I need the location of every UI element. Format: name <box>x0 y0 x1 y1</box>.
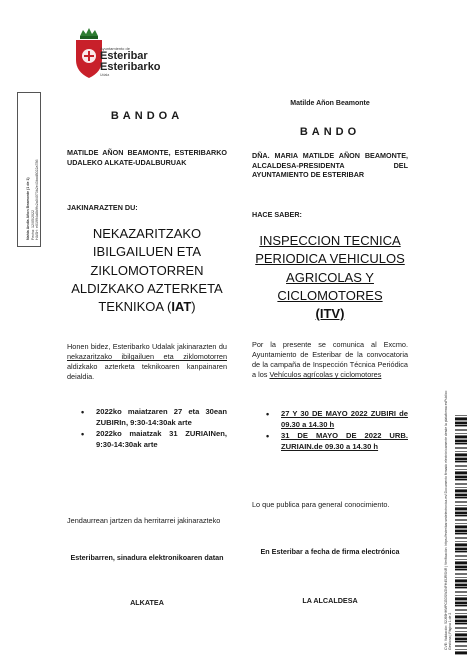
barcode-bar <box>455 591 467 592</box>
barcode-bar <box>455 605 467 607</box>
barcode-bar <box>455 519 467 520</box>
logo-text <box>100 47 161 78</box>
barcode-bar <box>455 649 467 650</box>
barcode-bar <box>455 487 467 488</box>
barcode-bar <box>455 587 467 589</box>
barcode-bar <box>455 458 467 460</box>
signatory-title-left: ALKATEA <box>130 598 164 607</box>
title-abbreviation: IAT <box>171 299 192 315</box>
title-abbreviation: (ITV) <box>315 306 345 322</box>
underlined-phrase: Vehículos agrícolas y ciclomotores <box>269 370 382 380</box>
heading-left: BANDOA <box>110 110 184 122</box>
barcode-bar <box>455 631 467 632</box>
barcode-bar <box>455 489 467 492</box>
body-paragraph-left: Honen bidez, Esteribarko Udalak jakinarazten du nekazaritzako ibilgailuen eta ziklomotorren aldizkako azterketa teknikoaren kanpainaren deialdia. <box>67 342 227 382</box>
barcode-bar <box>455 451 467 452</box>
logo-small-text: Ayuntamiento de <box>100 46 130 51</box>
list-item: • 2022ko maiatzaren 27 eta 30ean ZUBIRIn, 9:30-14:30ak arte <box>67 407 227 428</box>
signer-name: Matilde Añon Beamonte <box>290 100 370 107</box>
barcode-bar <box>455 548 467 550</box>
barcode-bar <box>455 645 467 646</box>
title-line: ZIKLOMOTORREN <box>90 262 204 278</box>
barcode-bar <box>455 613 467 614</box>
barcode-bar <box>455 469 467 470</box>
barcode-bar <box>455 541 467 542</box>
barcode-bar <box>455 566 467 568</box>
signature-line-left: Esteribarren, sinadura elektronikoaren datan <box>70 553 224 562</box>
list-item: • 2022ko maiatzak 31 ZURIAINen, 9:30-14:30ak arte <box>67 429 227 450</box>
logo-name-es: Esteribar <box>100 50 148 62</box>
closing-right: Lo que publica para general conocimiento. <box>252 500 390 509</box>
barcode-bar <box>455 533 467 535</box>
barcode-bar <box>455 555 467 556</box>
logo-sub-text: Udala <box>100 73 110 77</box>
barcode-bar <box>455 595 467 596</box>
signature-stamp-text <box>26 90 40 240</box>
underlined-phrase: nekazaritzako ibilgailuen eta ziklomotorren <box>67 352 227 362</box>
title-line: NEKAZARITZAKO <box>92 226 202 241</box>
barcode-bar <box>455 609 467 610</box>
barcode-bar <box>455 422 467 424</box>
barcode-bar <box>455 579 467 582</box>
notice-title-right <box>252 232 408 323</box>
barcode-bar <box>455 537 467 538</box>
barcode-bar <box>455 561 467 564</box>
title-line: PERIODICA VEHICULOS <box>255 251 405 267</box>
heading-right: BANDO <box>299 126 361 138</box>
title-line: INSPECCION TECNICA <box>259 233 401 248</box>
list-item: • 31 DE MAYO DE 2022 URB. ZURIAIN.de 09.30 a 14.30 h <box>252 431 408 452</box>
barcode-bar <box>455 471 467 474</box>
signature-line-right: En Esteribar a fecha de firma electrónica <box>260 547 400 556</box>
barcode-bar <box>455 525 467 528</box>
announce-left: JAKINARAZTEN DU: <box>67 203 138 212</box>
barcode-bar <box>455 577 467 578</box>
barcode-bar <box>455 505 467 506</box>
barcode-bar <box>455 417 467 420</box>
barcode-bar <box>455 620 467 622</box>
barcode-bar <box>455 461 467 463</box>
barcode-bar <box>455 494 467 496</box>
barcode-bar <box>455 638 467 640</box>
barcode-bar <box>455 425 467 427</box>
barcode-bar <box>455 584 467 586</box>
barcode-bar <box>455 435 467 438</box>
title-line: IBILGAILUEN ETA <box>92 244 202 260</box>
barcode-bar <box>455 497 467 499</box>
barcode-bar <box>455 483 467 484</box>
barcode-bar <box>455 465 467 466</box>
barcode-bar <box>455 523 467 524</box>
logo-name-eu: Esteribarko <box>100 61 161 73</box>
barcode-bar <box>455 569 467 571</box>
barcode-bar <box>455 433 467 434</box>
title-line: TEKNIKOA (IAT) <box>98 299 196 315</box>
barcode-bar <box>455 515 467 517</box>
barcode-bar <box>455 615 467 618</box>
barcode-bar <box>455 597 467 600</box>
intro-left: MATILDE AÑON BEAMONTE, ESTERIBARKO UDALEKO ALKATE-UDALBURUAK <box>67 148 227 167</box>
barcode-bar <box>455 453 467 456</box>
stamp-line: HASH: e01994a8b9fc2a04073b2e43bcd8022a786 <box>35 159 40 240</box>
barcode-bar <box>455 559 467 560</box>
notice-title-left <box>67 225 227 316</box>
barcode-bar <box>455 651 467 654</box>
announce-right: HACE SABER: <box>252 210 302 219</box>
stamp-line: Nahia Andia Añon Beamonte (1 de 1) <box>26 177 30 240</box>
barcode-bar <box>455 627 467 628</box>
barcode-bar <box>455 551 467 553</box>
title-line: ALDIZKAKO AZTERKETA <box>71 280 223 296</box>
barcode-bar <box>455 429 467 430</box>
list-item: • 27 Y 30 DE MAYO 2022 ZUBIRI de 09.30 a 14.30 h <box>252 409 408 430</box>
barcode-bar <box>455 573 467 574</box>
barcode <box>455 415 467 655</box>
title-line: AGRICOLAS Y <box>286 269 374 285</box>
barcode-bar <box>455 415 467 416</box>
barcode-bar <box>455 623 467 625</box>
closing-left: Jendaurrean jartzen da herritarrei jakinarazteko <box>67 516 221 525</box>
barcode-bar <box>455 507 467 510</box>
barcode-bar <box>455 633 467 636</box>
barcode-bar <box>455 641 467 643</box>
verification-text: CVE: Validación: 52J69HHMPCGDSW2NFH45JRSNR | Verificación: https://esteribar.sedelectronica.es/ Documento firmado electrónicamente desde la plataforma esPublico Gestiona | Página 1 de 2 <box>444 390 453 650</box>
stamp-line: Fecha: 12/05/2022 <box>30 210 35 240</box>
barcode-bar <box>455 443 467 445</box>
barcode-bar <box>455 476 467 478</box>
schedule-list-left <box>67 407 227 452</box>
barcode-bar <box>455 530 467 532</box>
barcode-bar <box>455 602 467 604</box>
barcode-bar <box>455 543 467 546</box>
barcode-bar <box>455 440 467 442</box>
title-line: CICLOMOTORES <box>277 287 383 303</box>
signatory-title-right: LA ALCALDESA <box>302 596 358 605</box>
schedule-list-right <box>252 409 408 454</box>
body-paragraph-right: Por la presente se comunica al Excmo. Ayuntamiento de Esteribar de la convocatoria de la campaña de Inspección Técnica Periódica a los Vehículos agrícolas y ciclomotores <box>252 340 408 380</box>
barcode-bar <box>455 447 467 448</box>
barcode-bar <box>455 479 467 481</box>
barcode-bar <box>455 501 467 502</box>
intro-right: DÑA. MARIA MATILDE AÑON BEAMONTE, ALCALDESA-PRESIDENTA DEL AYUNTAMIENTO DE ESTERIBAR <box>252 151 408 180</box>
barcode-bar <box>455 512 467 514</box>
